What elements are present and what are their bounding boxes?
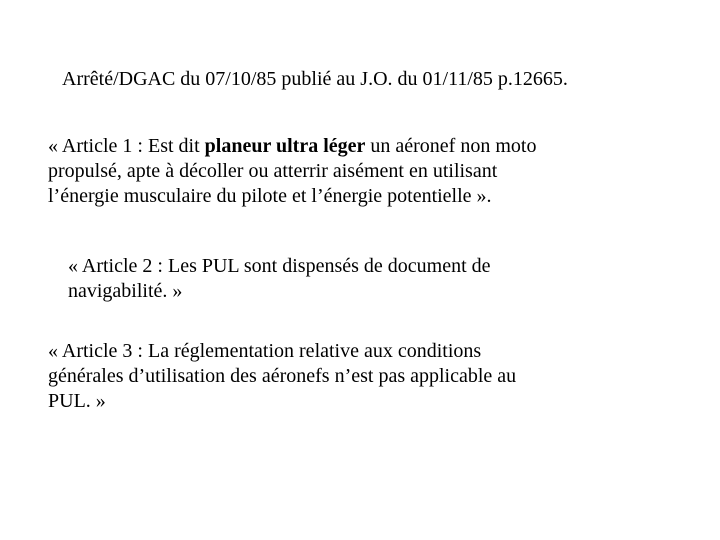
article-1-text-before: « Article 1 : Est dit <box>48 135 205 157</box>
article-1-paragraph <box>48 134 668 209</box>
article-1-bold-term: planeur ultra léger <box>204 135 366 157</box>
article-2-line-1: « Article 2 : Les PUL sont dispensés de document de <box>68 255 491 277</box>
article-3-paragraph <box>48 339 668 414</box>
article-1-line-2: propulsé, apte à décoller ou atterrir aisément en utilisant <box>48 160 498 182</box>
article-1-line-3: l’énergie musculaire du pilote et l’énergie potentielle ». <box>48 185 492 207</box>
article-3-line-1: « Article 3 : La réglementation relative aux conditions <box>48 340 482 362</box>
article-3-line-2: générales d’utilisation des aéronefs n’est pas applicable au <box>48 365 517 387</box>
decree-title: Arrêté/DGAC du 07/10/85 publié au J.O. du 01/11/85 p.12665. <box>62 68 568 90</box>
article-2-line-2: navigabilité. » <box>68 280 183 302</box>
article-2-paragraph <box>68 254 668 304</box>
article-3-line-3: PUL. » <box>48 390 106 412</box>
article-1-line-1 <box>48 134 668 159</box>
article-1-text-after: un aéronef non moto <box>365 135 537 157</box>
